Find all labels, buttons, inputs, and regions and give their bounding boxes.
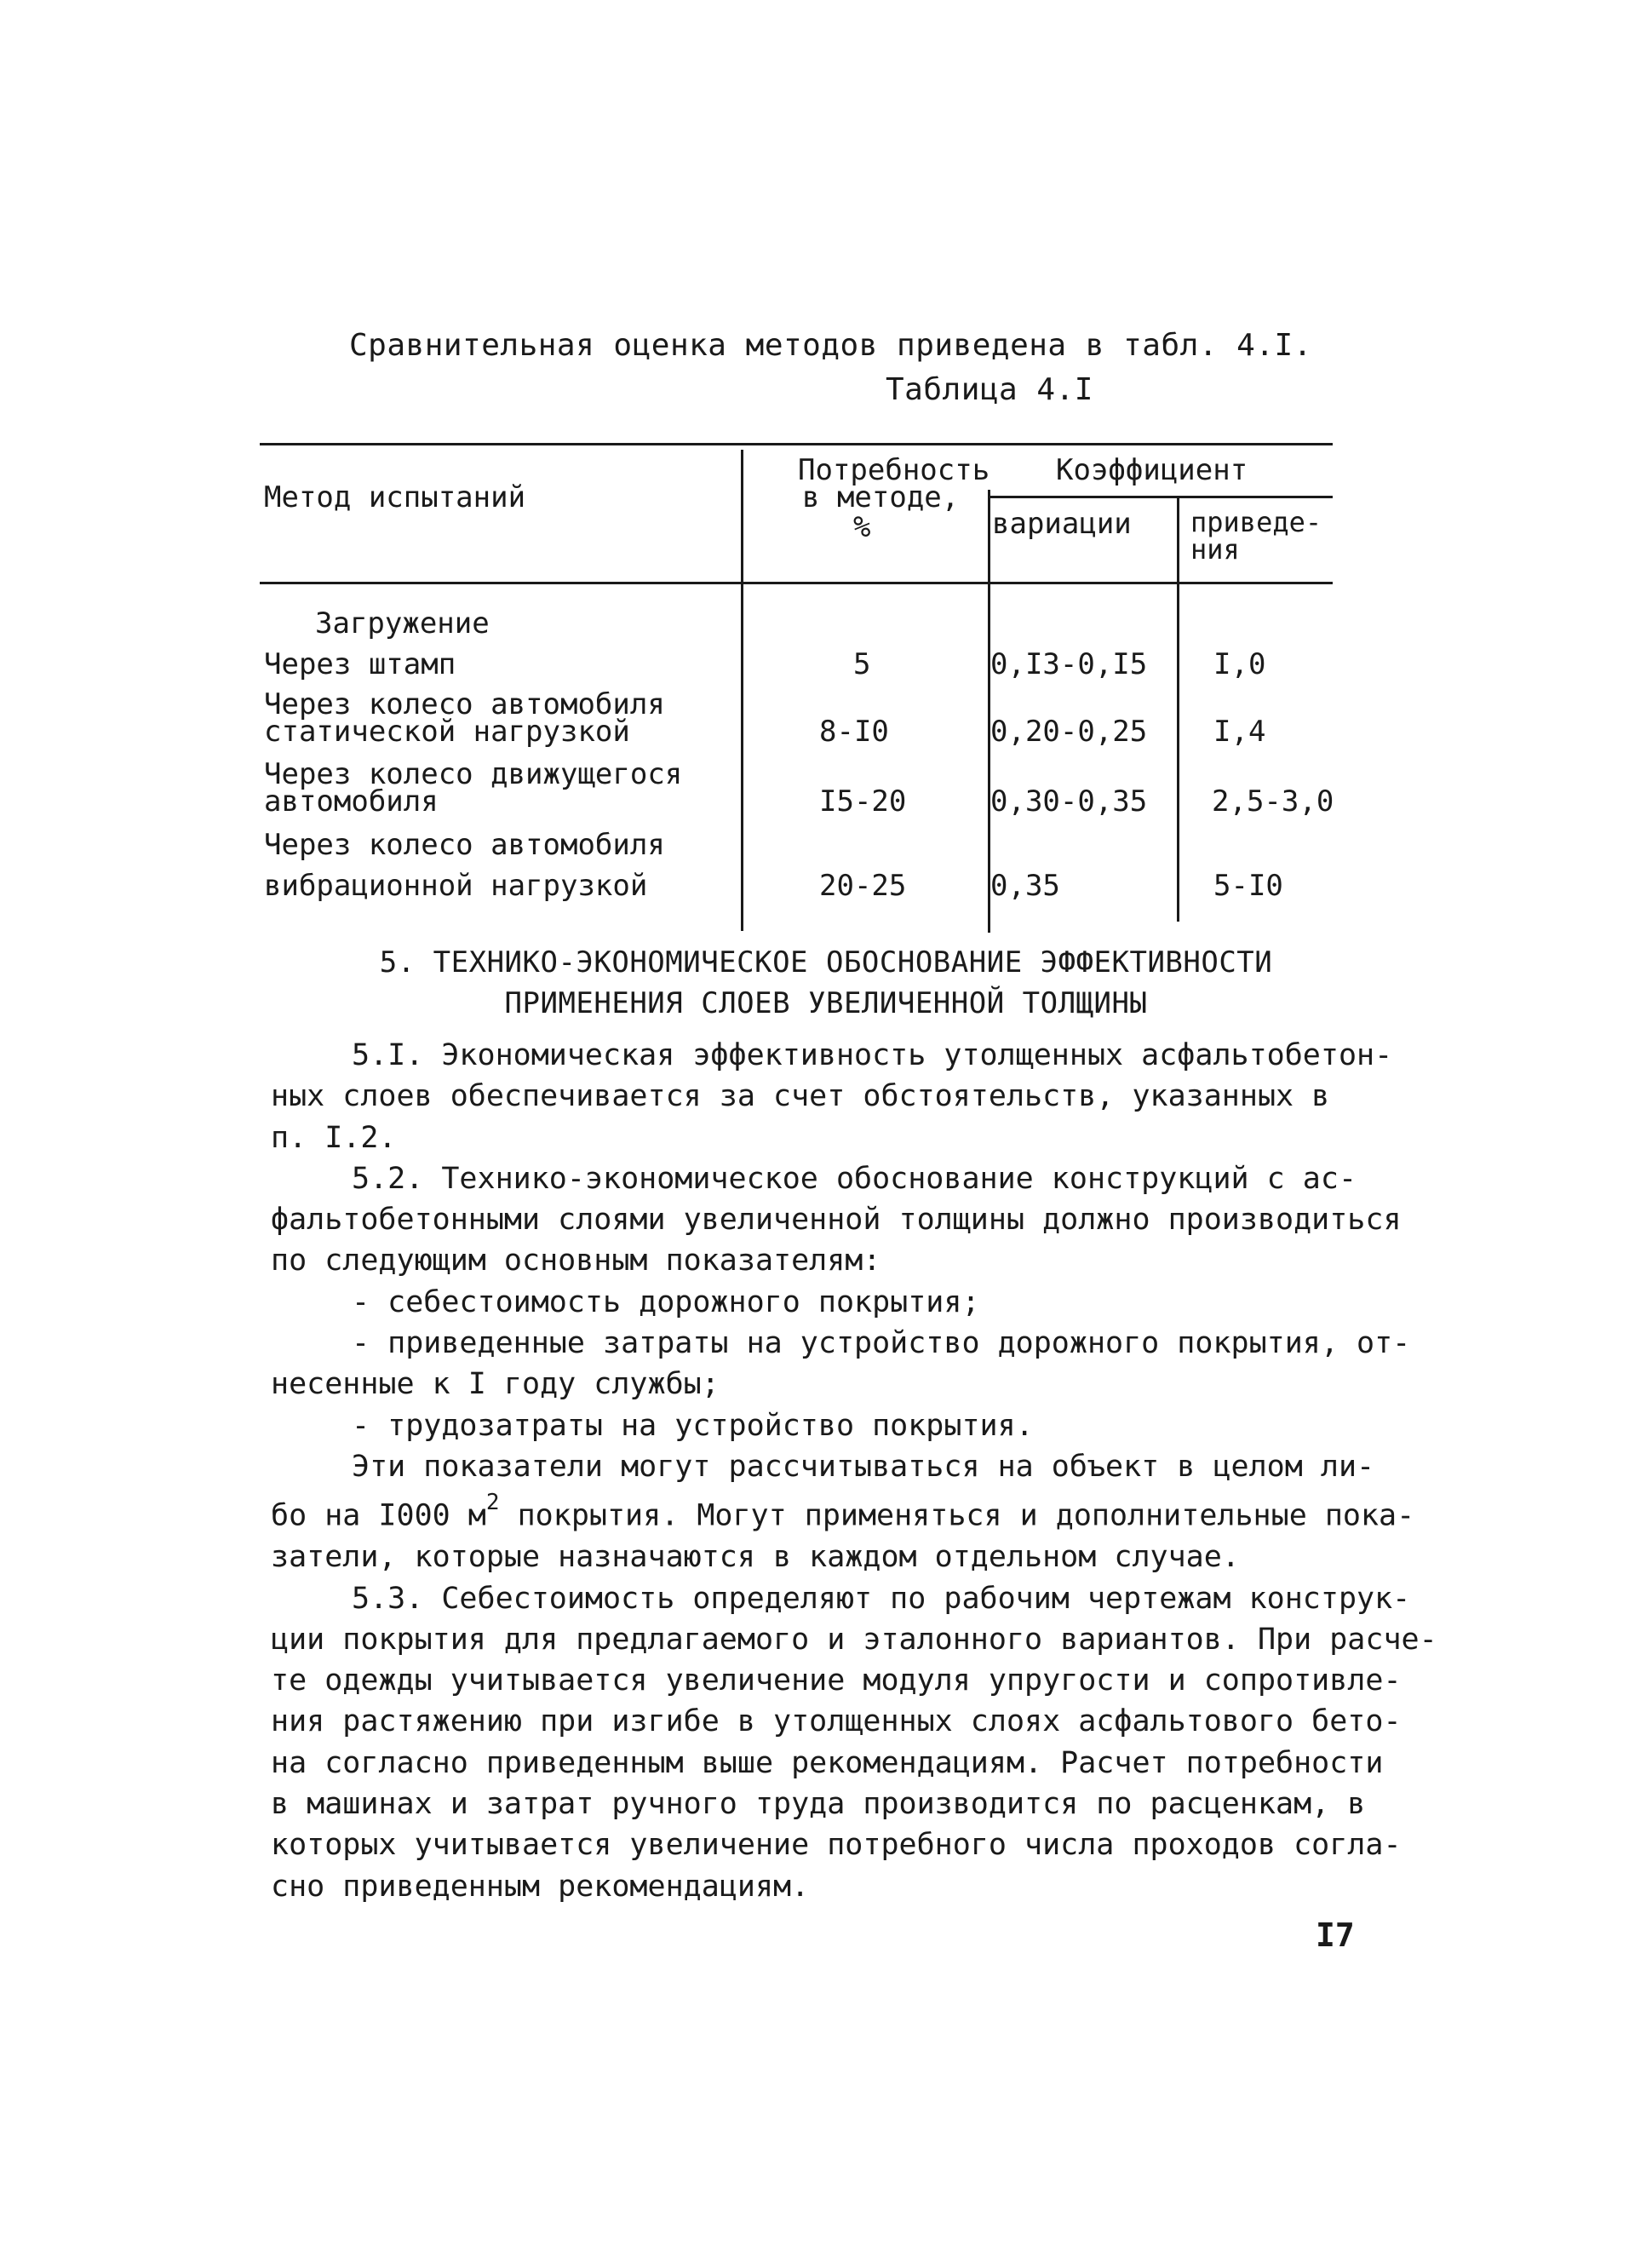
para-5-3-line7: которых учитывается увеличение потребного числа проходов согла- xyxy=(271,1828,1402,1863)
header-need-line2: в методе, xyxy=(802,480,960,514)
row-2-reduction: I,4 xyxy=(1213,715,1266,749)
header-reduction-line1: приведе- xyxy=(1190,506,1322,538)
para-5-3-line2: ции покрытия для предлагаемого и эталонного вариантов. При расче- xyxy=(271,1622,1437,1657)
row-1-variation: 0,I3-0,I5 xyxy=(990,647,1148,681)
row-3-method-line1: Через колесо движущегося xyxy=(264,757,683,791)
col-divider-3 xyxy=(1177,496,1179,922)
row-3-method-line2: автомобиля xyxy=(264,784,439,819)
row-1-need: 5 xyxy=(853,647,871,681)
row-1-reduction: I,0 xyxy=(1213,647,1266,681)
row-3-need: I5-20 xyxy=(819,784,907,819)
group-label: Загружение xyxy=(315,606,490,641)
intro-sentence: Сравнительная оценка методов приведена в табл. 4.I. xyxy=(349,328,1312,363)
row-1-method: Через штамп xyxy=(264,647,456,681)
list-item-2-line2: несенные к I году службы; xyxy=(271,1367,720,1402)
para-indicators-line2-start: бо на I000 м xyxy=(271,1498,486,1533)
col-divider-1 xyxy=(741,450,743,931)
header-reduction-line2: ния xyxy=(1190,533,1240,566)
header-coefficient: Коэффициент xyxy=(1056,453,1248,487)
row-3-variation: 0,30-0,35 xyxy=(990,784,1148,819)
para-5-3-line3: те одежды учитывается увеличение модуля упругости и сопротивле- xyxy=(271,1663,1402,1698)
list-item-2-line1: - приведенные затраты на устройство дорожного покрытия, от- xyxy=(352,1326,1411,1361)
coefficient-subheader-rule xyxy=(988,496,1333,498)
table-top-rule xyxy=(260,443,1333,445)
para-5-2-line3: по следующим основным показателям: xyxy=(271,1244,881,1278)
row-3-reduction: 2,5-3,0 xyxy=(1212,784,1334,819)
row-4-method-line2: вибрационной нагрузкой xyxy=(264,869,648,903)
header-bottom-rule xyxy=(260,582,1333,584)
para-indicators-line2-end: покрытия. Могут применяться и дополнительные пока- xyxy=(499,1498,1415,1533)
header-need-line3: % xyxy=(853,510,871,544)
row-2-method-line1: Через колесо автомобиля xyxy=(264,687,665,721)
para-indicators-line3: затели, которые назначаются в каждом отдельном случае. xyxy=(271,1540,1240,1575)
para-indicators-line1: Эти показатели могут рассчитываться на объект в целом ли- xyxy=(352,1449,1375,1484)
para-5-2-line1: 5.2. Технико-экономическое обоснование конструкций с ас- xyxy=(352,1161,1357,1196)
body-text xyxy=(271,1035,1437,1907)
para-5-3-line8: сно приведенным рекомендациям. xyxy=(271,1869,810,1904)
list-item-3: - трудозатраты на устройство покрытия. xyxy=(352,1408,1034,1443)
header-need-line1: Потребность xyxy=(798,453,990,487)
row-2-variation: 0,20-0,25 xyxy=(990,715,1148,749)
section-heading-line2: ПРИМЕНЕНИЯ СЛОЕВ УВЕЛИЧЕННОЙ ТОЛЩИНЫ xyxy=(504,986,1148,1020)
col-divider-2 xyxy=(988,490,990,933)
list-item-1: - себестоимость дорожного покрытия; xyxy=(352,1284,980,1319)
section-heading-line1: 5. ТЕХНИКО-ЭКОНОМИЧЕСКОЕ ОБОСНОВАНИЕ ЭФФЕКТИВНОСТИ xyxy=(379,945,1273,980)
para-5-1-line3: п. I.2. xyxy=(271,1120,397,1155)
row-4-method-line1: Через колесо автомобиля xyxy=(264,828,665,862)
table-caption: Таблица 4.I xyxy=(886,372,1093,407)
para-5-2-line2: фальтобетонными слоями увеличенной толщины должно производиться xyxy=(271,1203,1402,1238)
para-5-3-line6: в машинах и затрат ручного труда производится по расценкам, в xyxy=(271,1787,1366,1821)
para-5-3-line4: ния растяжению при изгибе в утолщенных слоях асфальтового бето- xyxy=(271,1704,1402,1739)
para-5-3-line1: 5.3. Себестоимость определяют по рабочим чертежам конструк- xyxy=(352,1581,1411,1616)
comparison-table xyxy=(260,443,1333,928)
para-5-1-line1: 5.I. Экономическая эффективность утолщенных асфальтобетон- xyxy=(352,1038,1393,1072)
row-2-method-line2: статической нагрузкой xyxy=(264,715,630,749)
row-4-need: 20-25 xyxy=(819,869,907,903)
row-4-variation: 0,35 xyxy=(990,869,1060,903)
para-5-3-line5: на согласно приведенным выше рекомендациям. Расчет потребности xyxy=(271,1745,1384,1780)
header-method: Метод испытаний xyxy=(264,480,526,514)
para-5-1-line2: ных слоев обеспечивается за счет обстоятельств, указанных в xyxy=(271,1079,1330,1114)
row-2-need: 8-I0 xyxy=(819,715,889,749)
header-variation: вариации xyxy=(992,507,1132,541)
square-superscript: 2 xyxy=(485,1490,500,1516)
para-indicators-line2 xyxy=(271,1487,1415,1537)
row-4-reduction: 5-I0 xyxy=(1213,869,1283,903)
page-number: I7 xyxy=(1316,1916,1355,1954)
